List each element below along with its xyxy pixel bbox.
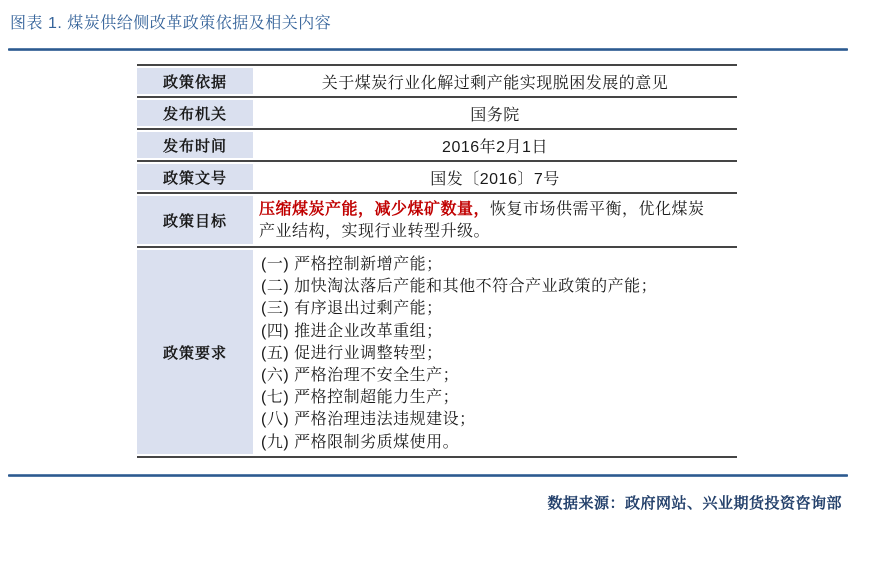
requirement-item: (六) 严格治理不安全生产； — [261, 367, 460, 385]
table-row-document-number — [137, 162, 737, 194]
requirement-item: (五) 促进行业调整转型； — [261, 344, 443, 362]
policy-goal-text — [253, 194, 737, 243]
row-label: 发布时间 — [137, 130, 253, 160]
row-label: 政策依据 — [137, 66, 253, 96]
row-label: 政策要求 — [137, 248, 253, 456]
table-row-policy-goal — [137, 194, 737, 248]
policy-goal-rest: 恢复市场供需平衡，优化煤炭产业结构，实现行业转型升级。 — [259, 201, 705, 240]
policy-goal-highlight: 压缩煤炭产能，减少煤矿数量， — [259, 201, 491, 218]
requirement-item: (七) 严格控制超能力生产； — [261, 389, 460, 407]
top-rule — [8, 48, 848, 51]
row-label: 发布机关 — [137, 98, 253, 128]
requirement-item: (八) 严格治理违法违规建设； — [261, 411, 476, 429]
row-value: 国务院 — [470, 106, 520, 124]
row-value — [253, 194, 737, 246]
requirement-item: (二) 加快淘汰落后产能和其他不符合产业政策的产能； — [261, 278, 658, 296]
policy-requirements-list — [253, 248, 737, 454]
figure-title: 图表 1. 煤炭供给侧改革政策依据及相关内容 — [10, 15, 332, 32]
row-label: 政策文号 — [137, 162, 253, 192]
requirement-item: (三) 有序退出过剩产能； — [261, 300, 443, 318]
table-row-release-date — [137, 130, 737, 162]
row-value — [253, 248, 737, 456]
requirement-item: (四) 推进企业改革重组； — [261, 322, 443, 340]
table-row-issuing-agency — [137, 98, 737, 130]
requirement-item: (九) 严格限制劣质煤使用。 — [261, 433, 460, 451]
table-row-policy-basis — [137, 66, 737, 98]
policy-table — [137, 64, 737, 458]
table-row-policy-requirements — [137, 248, 737, 458]
data-source: 数据来源：政府网站、兴业期货投资咨询部 — [547, 495, 842, 512]
row-value: 国发〔2016〕7号 — [430, 170, 560, 188]
requirement-item: (一) 严格控制新增产能； — [261, 256, 443, 273]
row-label: 政策目标 — [137, 194, 253, 246]
row-value: 关于煤炭行业化解过剩产能实现脱困发展的意见 — [321, 74, 669, 92]
bottom-rule — [8, 474, 848, 477]
row-value: 2016年2月1日 — [442, 138, 548, 156]
